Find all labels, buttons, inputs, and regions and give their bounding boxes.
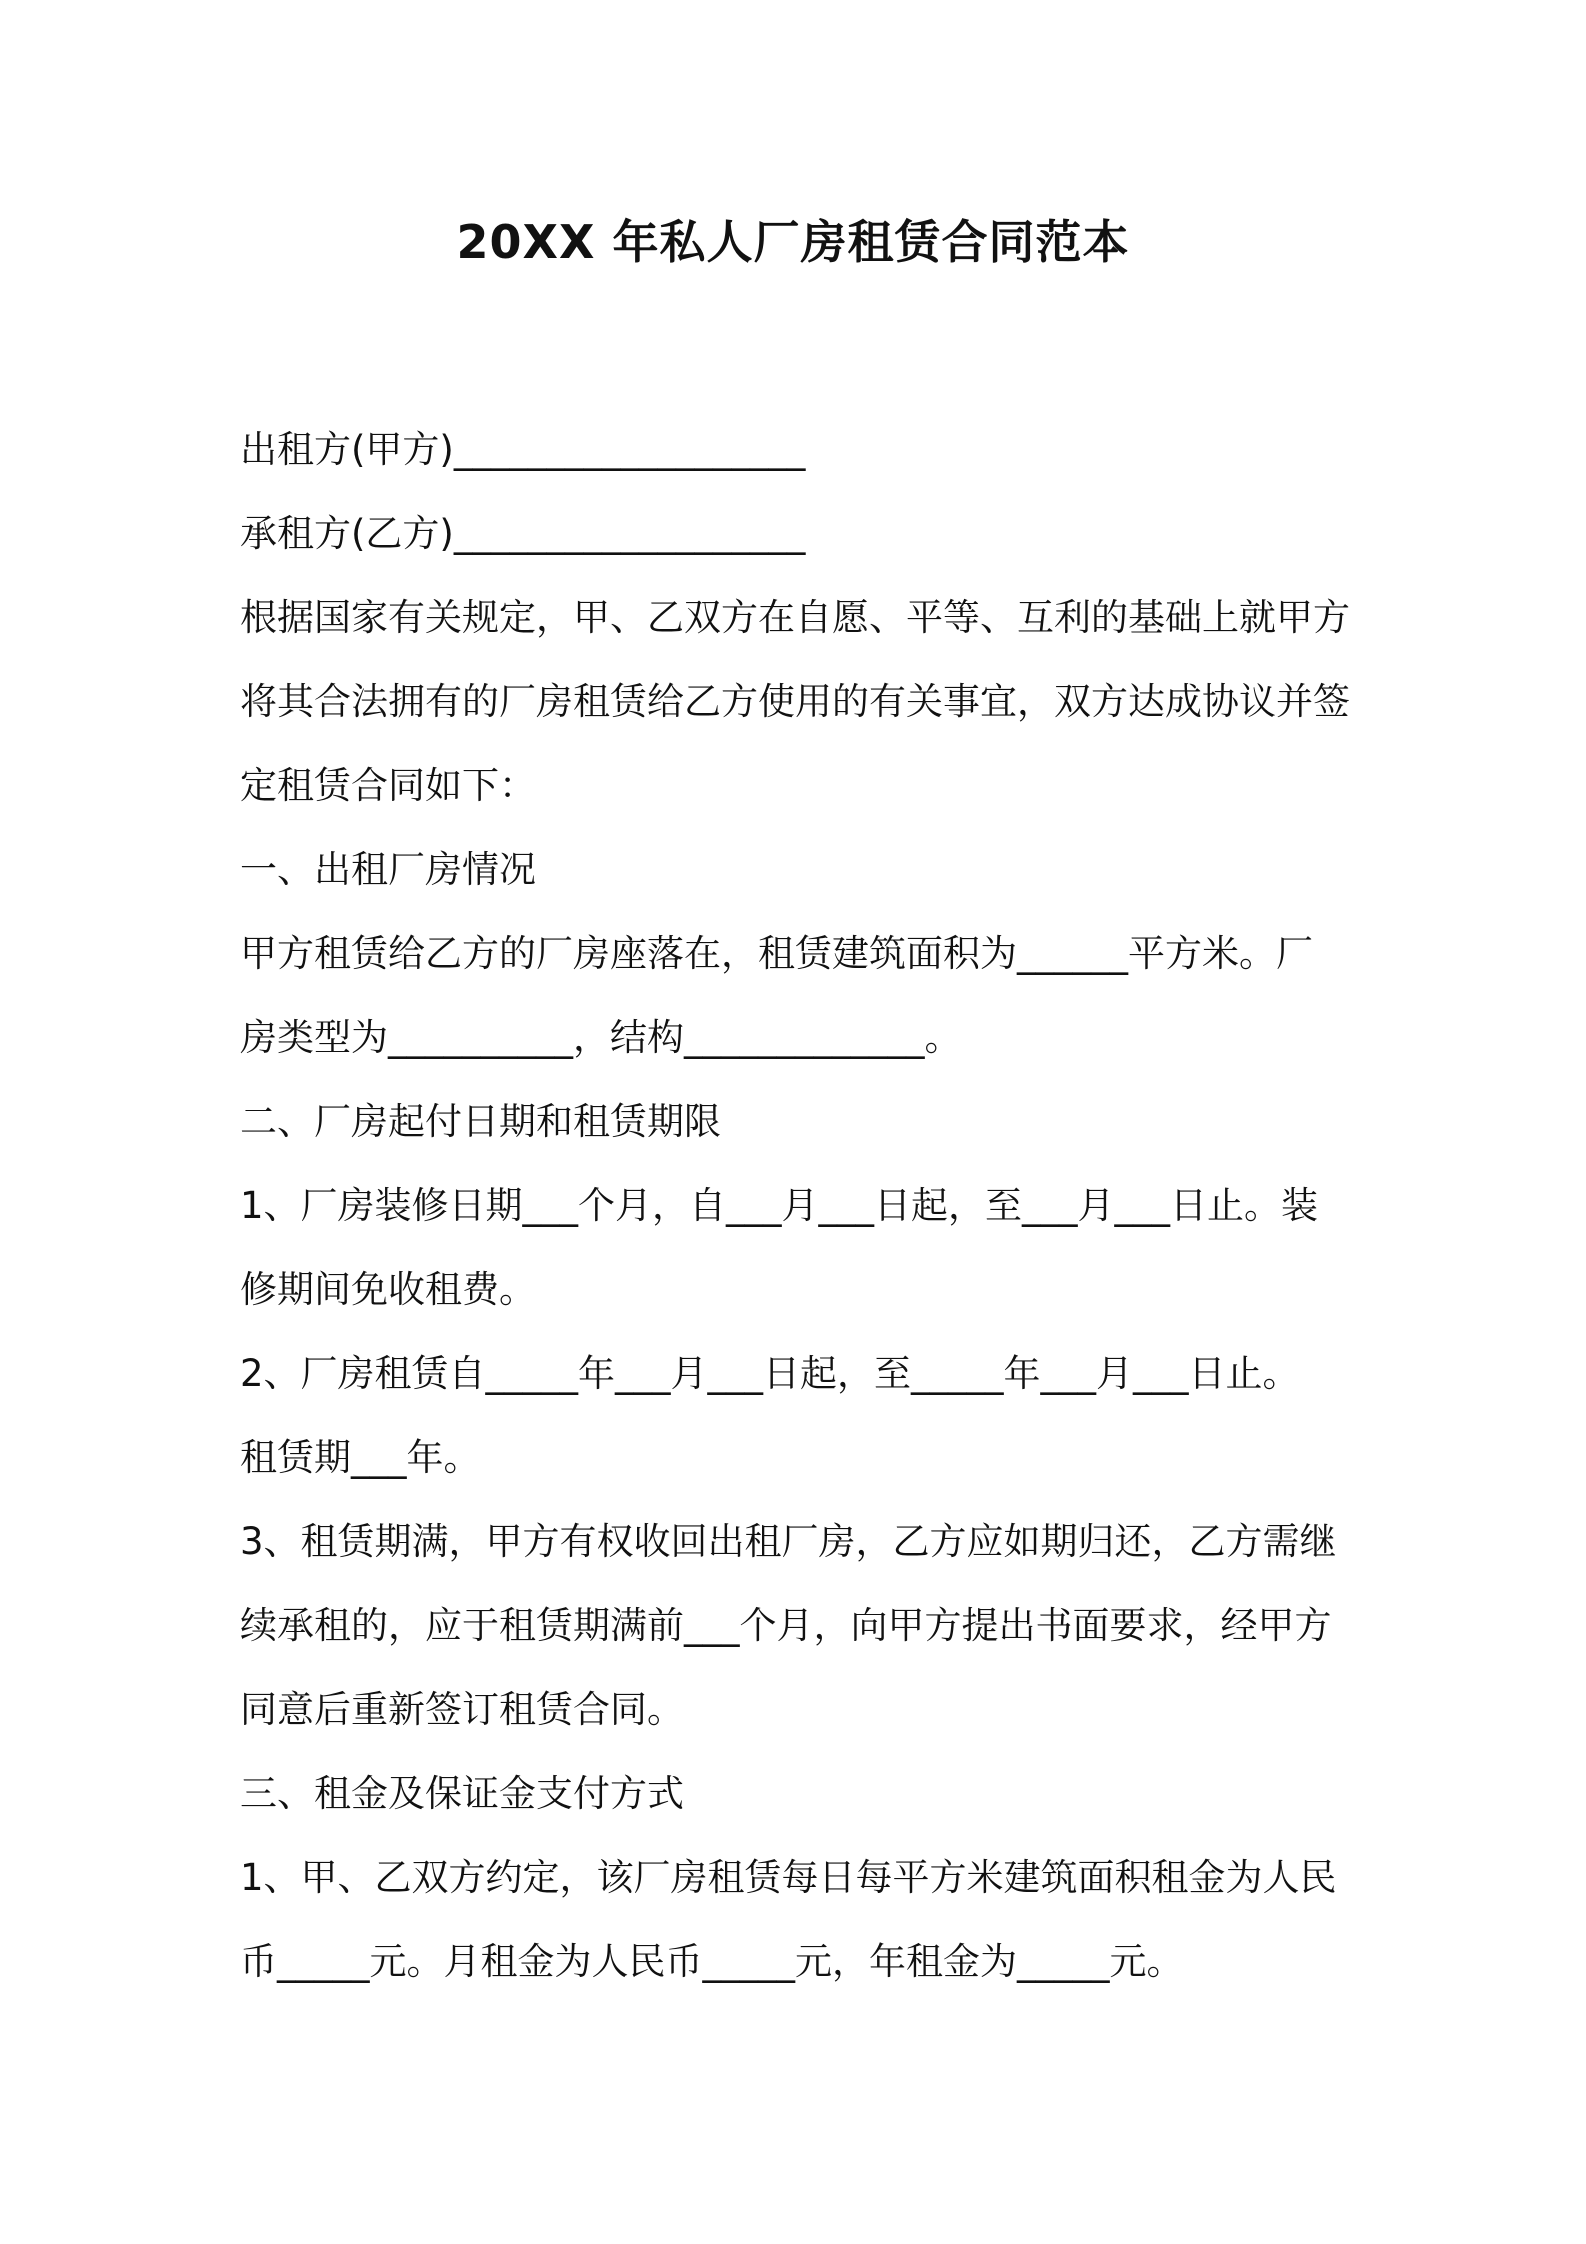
clause-2-2-line-1: 2、厂房租赁自_____年___月___日起，至_____年___月___日止。	[240, 1352, 1300, 1395]
lessee-line: 承租方(乙方)___________________	[240, 512, 806, 555]
clause-2-3-line-1: 3、租赁期满，甲方有权收回出租厂房，乙方应如期归还，乙方需继	[240, 1520, 1337, 1563]
clause-2-3-line-3: 同意后重新签订租赁合同。	[240, 1688, 684, 1731]
lessor-line: 出租方(甲方)___________________	[240, 428, 806, 471]
section-1-line-1: 甲方租赁给乙方的厂房座落在，租赁建筑面积为______平方米。厂	[240, 932, 1313, 975]
section-heading-1: 一、出租厂房情况	[240, 848, 536, 891]
clause-2-3-line-2: 续承租的，应于租赁期满前___个月，向甲方提出书面要求，经甲方	[240, 1604, 1332, 1647]
document-body	[240, 408, 1360, 2004]
clause-3-1-line-1: 1、甲、乙双方约定，该厂房租赁每日每平方米建筑面积租金为人民	[240, 1856, 1337, 1899]
clause-2-2-line-2: 租赁期___年。	[240, 1436, 481, 1479]
preamble-line-1: 根据国家有关规定，甲、乙双方在自愿、平等、互利的基础上就甲方	[240, 596, 1350, 639]
section-1-line-2: 房类型为__________，结构_____________。	[240, 1016, 962, 1059]
clause-2-1-line-2: 修期间免收租费。	[240, 1268, 536, 1311]
section-heading-2: 二、厂房起付日期和租赁期限	[240, 1100, 721, 1143]
preamble-line-3: 定租赁合同如下：	[240, 764, 536, 807]
clause-2-1-line-1: 1、厂房装修日期___个月，自___月___日起，至___月___日止。装	[240, 1184, 1319, 1227]
section-heading-3: 三、租金及保证金支付方式	[240, 1772, 684, 1815]
preamble-line-2: 将其合法拥有的厂房租赁给乙方使用的有关事宜，双方达成协议并签	[240, 680, 1350, 723]
document-title: 20XX 年私人厂房租赁合同范本	[456, 215, 1130, 269]
clause-3-1-line-2: 币_____元。月租金为人民币_____元，年租金为_____元。	[240, 1940, 1184, 1983]
